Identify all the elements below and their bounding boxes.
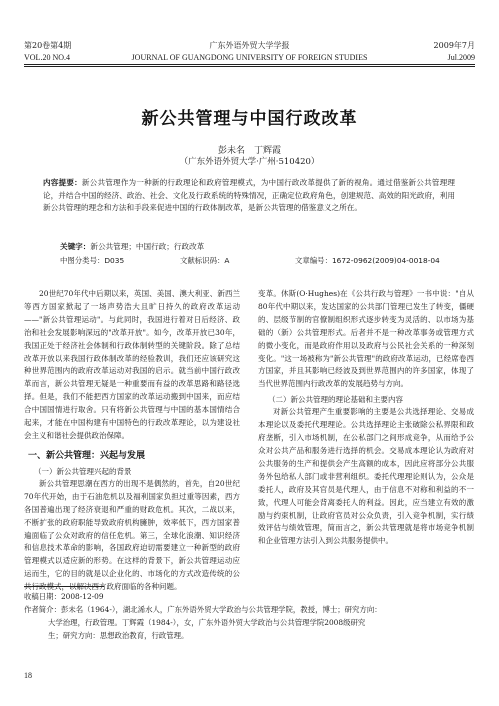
body-paragraph-2: 对新公共管理产生重要影响的主要是公共选择理论、交易成本理论以及委托代理理论。公共选择理论主张破除公私界限和政府垄断，引入市场机制，在公私部门之间形成竞争，从而给予公众对公共产品和服务进行选择的机会。交易成本理论认为政府对公共服务的生产和提供会产生高额的成本，因此应将部分公共服务外包给私人部门或非营利组织。委托代理理论则认为，公众是委托人，政府及其官员是代理人，由于信息不对称和利益的不一致，代理人可能会背离委托人的利益。因此，应当建立有效的激励与约束机制，让政府官员对公众负责，引入竞争机制，实行绩效评估与绩效管理，简而言之，新公共管理就是将市场竞争机制和企业管理方法引入到公共服务提供中。: [258, 407, 474, 546]
abstract-text: 新公共管理作为一种新的行政理论和政府管理模式，为中国行政改革提供了新的视角。通过借鉴新公共管理理论，并结合中国的经济、政治、社会、文化及行政系统的特殊情况，正确定位政府角色，创建规范、高效的阳光政府，利用新公共管理的理念和方法和手段来促进中国的行政体制改革，是新公共管理的借鉴意义之所在。: [43, 178, 455, 212]
footnote: [24, 590, 474, 642]
section-heading-1: 一、新公共管理：兴起与发展: [28, 450, 146, 461]
keywords-text: 新公共管理；中国行政；行政改革: [90, 242, 205, 251]
author-bio-line-3: 生；研究方向：思想政治教育，行政管理。: [48, 631, 189, 640]
clc-number: 中图分类号：D035: [60, 256, 125, 265]
author-affiliation: （广东外语外贸大学·广州·510420）: [179, 157, 320, 167]
issue-date-cn: 2009年7月: [433, 41, 475, 50]
volume-issue-cn: 第20卷第4期: [24, 41, 72, 50]
document-code: 文献标识码：A: [180, 256, 230, 265]
header-rule-thin: [24, 64, 475, 65]
left-column: [24, 288, 240, 592]
intro-paragraph: 20世纪70年代中后期以来，英国、美国、澳大利亚、新西兰等西方国家掀起了一场声势浩大且旷日持久的政府改革运动——"新公共管理运动"。与此同时，我国进行着对日后经济、政治和社会发展影响深远的"改革开放"。如今，改革开放已30年，我国正处于经济社会体制和行政体制转型的关键阶段。除了总结改革开放以来我国行政体制改革的经验教训，我们还应该研究这种世界范围内的政府改革运动对我国的启示。就当前中国行政改革而言，新公共管理无疑是一种重要而有益的改革思路和路径选择。但是，我们不能把西方国家的改革运动搬到中国来，而应结合中国国情进行取舍。只有将新公共管理与中国的基本国情结合起来，才能在中国构建有中国特色的行政改革理论，以为建设社会主义和谐社会提供政治保障。: [24, 289, 240, 440]
right-column: [258, 288, 474, 548]
journal-name-cn: 广东外语外贸大学学报: [209, 41, 290, 50]
keywords: [60, 241, 204, 252]
keywords-label: 关键字：: [60, 242, 91, 251]
article-number: 文章编号：1672-0962(2009)04-0018-04: [295, 256, 440, 265]
author-bio-line-2: 大学治理，行政管理。丁辉霞（1984-），女，广东外语外贸大学政治与公共管理学院2008级研究: [48, 618, 366, 627]
issue-date-en: Jul.2009: [447, 53, 475, 62]
abstract: [43, 177, 455, 215]
header-rule-thick: [24, 66, 475, 67]
subsection-heading-1: （一）新公共管理兴起的背景: [34, 466, 132, 476]
received-date: 收稿日期：2008-12-09: [24, 592, 104, 601]
author-bio-label: 作者简介：: [24, 605, 61, 614]
journal-name-en: JOURNAL OF GUANGDONG UNIVERSITY OF FOREIGN STUDIES: [131, 53, 368, 62]
article-title: 新公共管理与中国行政改革: [141, 109, 358, 129]
footnote-rule: [24, 586, 104, 587]
volume-issue-en: VOL.20 NO.4: [24, 53, 70, 62]
author-names: 彭未名 丁辉霞: [217, 146, 281, 156]
abstract-label: 内容提要：: [43, 178, 82, 187]
subsection-heading-2: （二）新公共管理的理论基础和主要内容: [268, 395, 403, 405]
continued-paragraph: 变革。休斯(O·Hughes)在《公共行政与管理》一书中说："自从80年代中期以来，发达国家的公共部门管理已发生了转变，僵硬的、层级节制的官僚制组织形式逐步转变为灵活的、以市场为基础的（新）公共管理形式。后者并不是一种改革事务或管理方式的微小变化，而是政府作用以及政府与公民社会关系的一种深刻变化。"这一场被称为"新公共管理"的政府改革运动，已经席卷西方国家，并且其影响已经波及到世界范围内的许多国家，体现了当代世界范围内行政改革的发展趋势与方向。: [258, 289, 474, 389]
body-paragraph-1: 新公共管理思潮在西方的出现不是偶然的，首先，自20世纪70年代开始，由于石油危机以及福利国家负担过重等因素，西方各国普遍出现了经济衰退和严重的财政危机。其次，二战以来，不断扩张的政府职能导致政府机构臃肿，效率低下，西方国家普遍面临了公众对政府的信任危机。第三，全球化浪潮、知识经济和信息技术革命的影响，各国政府迫切需要建立一种新型的政府管理模式以适应新的形势。在这样的背景下，新公共管理运动应运而生，它的目的就是以企业化的、市场化的方式改造传统的公共行政模式，以解决西方政府面临的各种问题。: [24, 478, 240, 592]
author-bio-line-1: 作者简介：彭未名（1964-），湖北浠水人，广东外语外贸大学政治与公共管理学院，教授，博士；研究方向：: [24, 605, 382, 614]
page-number: 18: [24, 671, 32, 680]
